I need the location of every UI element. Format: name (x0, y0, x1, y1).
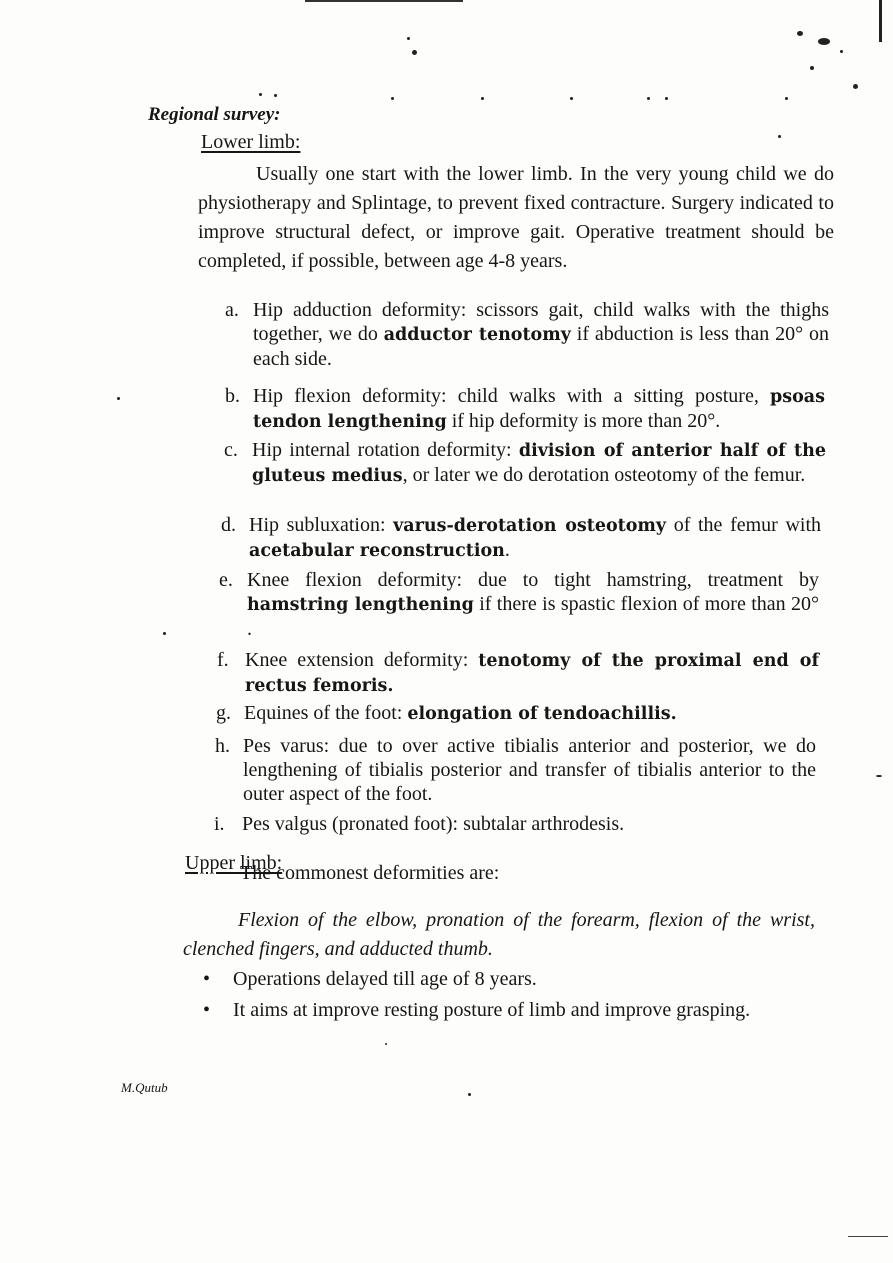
upper-limb-intro: The commonest deformities are: (240, 862, 500, 884)
item-bold-text: psoas tendon lengthening (253, 387, 825, 432)
scan-speck (797, 31, 803, 36)
item-text: . (504, 539, 510, 561)
scan-bottom-edge-line (848, 1236, 888, 1237)
item-bold-text: varus-derotation osteotomy (393, 516, 667, 536)
item-bold-text: acetabular reconstruction (249, 541, 505, 561)
list-item-g (216, 701, 818, 726)
author-footer: M.Qutub (121, 1080, 168, 1095)
item-label: i. (214, 813, 225, 835)
item-text: Equines of the foot: (244, 702, 408, 724)
item-text: of the femur with (666, 514, 821, 536)
scan-speck (818, 38, 830, 45)
scan-speck (468, 1093, 471, 1096)
scan-speck (647, 97, 650, 100)
upper-limb-deformities: Flexion of the elbow, pronation of the forearm, flexion of the wrist, clenched fingers, and adducted thumb. (183, 909, 815, 960)
scan-speck (778, 135, 781, 138)
scan-speck (481, 97, 484, 100)
scan-speck (274, 94, 277, 97)
item-bold-text: adductor tenotomy (383, 325, 571, 345)
scan-speck (570, 97, 573, 100)
scan-top-edge-line (305, 0, 463, 2)
item-bold-text: elongation of tendoachillis. (407, 704, 677, 724)
scan-speck (785, 97, 788, 100)
scan-speck (876, 775, 882, 777)
item-bold-text: division of anterior half of the gluteus medius (252, 441, 826, 486)
bullet-dot: • (203, 999, 211, 1021)
scan-right-edge-mark (879, 0, 882, 42)
item-label: f. (217, 649, 229, 671)
scan-speck (391, 97, 394, 100)
item-text: Knee extension deformity: (245, 649, 479, 671)
bullet-text: It aims at improve resting posture of limb and improve grasping. (233, 999, 751, 1021)
item-text: if hip deformity is more than 20°. (446, 410, 721, 432)
list-item-f (217, 648, 819, 698)
scan-speck (163, 632, 166, 635)
item-text: Hip flexion deformity: child walks with a sitting posture, (253, 385, 771, 407)
list-item-d (221, 513, 821, 563)
item-text: Knee flexion deformity: due to tight hamstring, treatment by (247, 569, 819, 591)
scan-speck (412, 50, 417, 55)
bullet-dot: • (203, 968, 211, 990)
item-label: c. (224, 439, 238, 461)
item-bold-text: tenotomy of the proximal end of rectus femoris. (245, 651, 819, 696)
item-text: Pes varus: due to over active tibialis anterior and posterior, we do lengthening of tibialis posterior and transfer of tibialis anterior to the outer aspect of the foot. (243, 735, 816, 805)
lower-limb-paragraph: Usually one start with the lower limb. In the very young child we do physiotherapy and Splintage, to prevent fixed contracture. Surgery indicated to improve structural defect, or improve gait. Operative treatment should be completed, if possible, between age 4-8 years. (198, 163, 834, 272)
list-item-i (214, 812, 816, 836)
upper-limb-title: Upper limb: (185, 852, 283, 874)
item-text: if abduction is less than 20° on each side. (253, 323, 829, 370)
item-text: Pes valgus (pronated foot): subtalar arthrodesis. (242, 813, 625, 835)
item-text: Hip adduction deformity: scissors gait, child walks with the thighs together, we do (253, 299, 829, 345)
item-label: d. (221, 514, 236, 536)
scan-speck (853, 84, 858, 89)
scan-speck (840, 50, 843, 53)
scan-speck (810, 66, 814, 70)
item-text: if there is spastic flexion of more than 20° . (247, 593, 819, 640)
item-bold-text: hamstring lengthening (247, 595, 474, 615)
item-text: Hip internal rotation deformity: (252, 439, 519, 461)
item-label: e. (219, 569, 233, 591)
bullet-item-2 (203, 996, 816, 1024)
item-label: g. (216, 702, 231, 724)
regional-survey-heading: Regional survey: (148, 104, 281, 125)
item-label: h. (215, 735, 230, 757)
list-item-c (224, 438, 826, 488)
list-item-a (225, 298, 829, 371)
scan-speck (259, 93, 262, 96)
scan-speck (117, 397, 120, 400)
item-label: b. (225, 385, 240, 407)
list-item-h (215, 734, 816, 806)
lower-limb-title: Lower limb: (201, 131, 301, 153)
list-item-b (225, 384, 825, 434)
list-item-e (219, 568, 819, 641)
scan-speck (665, 97, 668, 100)
bullet-item-1 (203, 965, 816, 993)
bullet-text: Operations delayed till age of 8 years. (233, 968, 537, 990)
item-text: , or later we do derotation osteotomy of the femur. (402, 464, 806, 486)
item-label: a. (225, 299, 239, 321)
item-text: Hip subluxation: (249, 514, 394, 536)
scan-speck (407, 37, 410, 40)
scan-speck (385, 1043, 387, 1045)
